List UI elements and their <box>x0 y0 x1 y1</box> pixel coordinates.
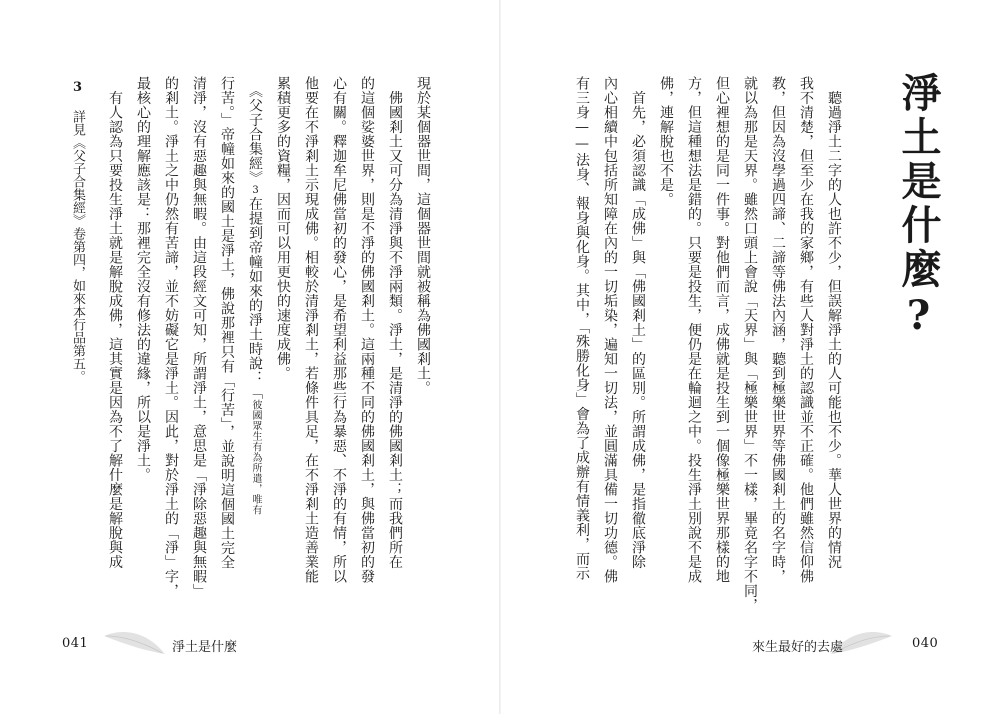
text-column: 清淨，沒有惡趣與無暇。由這段經文可知，所謂淨土，意思是「淨除惡趣與無暇」 <box>191 76 207 598</box>
text-column: 有三身——法身、報身與化身。其中，「殊勝化身」會為了成辦有情義利，而示 <box>574 76 590 581</box>
text-column: 內心相續中包括所知障在內的一切垢染，遍知一切法，並圓滿具備一切功德。佛 <box>602 76 618 584</box>
text-column: 教，但因為沒學過四諦、二諦等佛法內涵，聽到極樂世界等佛國剎土的名字時， <box>770 76 786 584</box>
sutra-quote: 彼國眾生有為所遣，唯有 <box>250 399 261 515</box>
text-column: 的剎土。淨土之中仍然有苦諦，並不妨礙它是淨土。因此，對於淨土的「淨」字， <box>163 76 179 598</box>
feather-ornament-icon <box>100 624 170 664</box>
running-footer-title: 淨土是什麼 <box>172 640 238 655</box>
text-column: 首先，必須認識「成佛」與「佛國剎土」的區別。所謂成佛，是指徹底淨除 <box>630 76 646 569</box>
text-column: 他要在不淨剎土示現成佛。相較於清淨剎土，若條件具足，在不淨剎土造善業能 <box>303 76 319 584</box>
text-column: 就以為那是天界。雖然口頭上會說「天界」與「極樂世界」不一樣，畢竟名字不同， <box>742 76 758 613</box>
text-column: 但心裡想的是同一件事。對他們而言，成佛就是投生到一個像極樂世界那樣的地 <box>714 76 730 584</box>
running-footer-title: 來生最好的去處 <box>752 640 844 655</box>
text-column: 累積更多的資糧，因而可以用更快的速度成佛。 <box>275 76 291 381</box>
quote-column <box>244 76 266 515</box>
quote-lead: 《父子合集經》 <box>247 76 263 185</box>
text-column: 最核心的理解應該是：那裡完全沒有修法的違緣，所以是淨土。 <box>135 76 151 482</box>
page-number: 040 <box>912 636 939 651</box>
text-column: 現於某個器世間，這個器世間就被稱為佛國剎土。 <box>415 76 431 395</box>
text-column: 方，但這種想法是錯的。只要是投生，便仍是在輪迴之中。投生淨土別說不是成 <box>686 76 702 584</box>
footnote-text: 詳見《父子合集經》卷第四，如來本行品第五。 <box>70 110 85 383</box>
chapter-title: 淨土是什麼? <box>895 72 942 343</box>
page-number: 041 <box>62 636 89 651</box>
text-column: 有人認為只要投生淨土就是解脫成佛，這其實是因為不了解什麼是解脫與成 <box>107 76 123 569</box>
text-column: 心有關。釋迦牟尼佛當初的發心，是希望利益那些行為暴惡、不淨的有情，所以 <box>331 76 347 584</box>
footnote <box>68 80 86 383</box>
text-column: 的這個娑婆世界，則是不淨的佛國剎土。這兩種不同的佛國剎土，與佛當初的發 <box>359 76 375 584</box>
page-gutter <box>499 0 501 714</box>
footnote-number: 3 <box>70 80 85 95</box>
quote-intro: 在提到帝幢如來的淨土時說：「 <box>247 196 263 400</box>
footnote-marker: 3 <box>250 185 261 197</box>
text-column: 我不清楚，但至少在我的家鄉，有些人對淨土的認識並不正確。他們雖然信仰佛 <box>798 76 814 584</box>
text-column: 佛，連解脫也不是。 <box>658 76 674 207</box>
text-column: 聽過淨土二字的人也許不少，但誤解淨土的人可能也不少。華人世界的情況 <box>826 76 842 569</box>
text-column: 佛國剎土又可分為清淨與不淨兩類。淨土，是清淨的佛國剎土；而我們所在 <box>387 76 403 569</box>
text-column: 行苦。」帝幢如來的國土是淨土，佛說那裡只有「行苦」，並說明這個國土完全 <box>219 76 235 570</box>
